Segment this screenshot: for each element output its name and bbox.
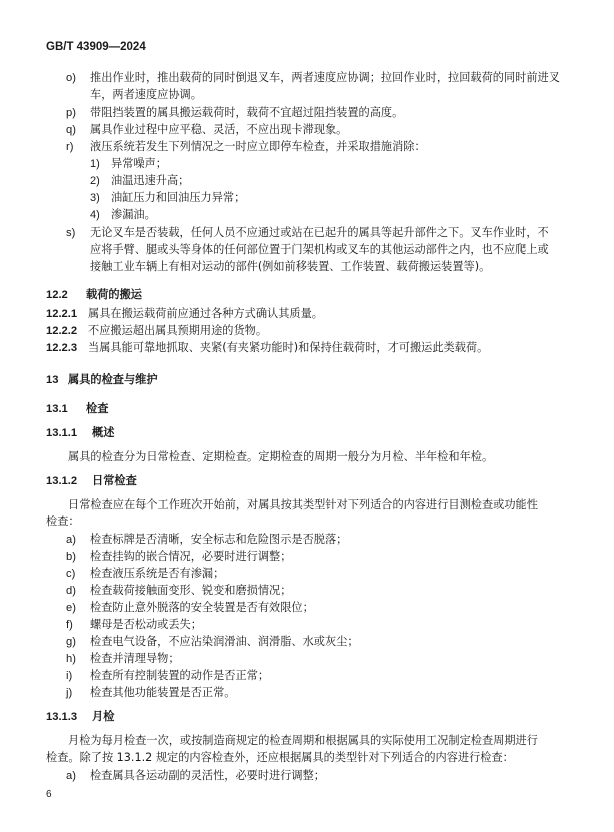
subsection-title: 概述 [92,426,115,439]
clause-text: 属具在搬运载荷前应通过各种方式确认其质量。 [88,307,323,320]
list-item-text: 检查其他功能装置是否正常。 [90,686,236,699]
list-item-text: 螺母是否松动或丢失； [90,618,202,631]
list-item-text: 属具作业过程中应平稳、灵活，不应出现卡滞现象。 [90,123,348,136]
list-item-text: 无论叉车是否装载，任何人员不应通过或站在已起升的属具等起升部件之下。叉车作业时，不 [90,226,549,239]
standard-code: GB/T 43909—2024 [46,41,146,53]
paragraph-text: 检查。除了按 13.1.2 规定的内容检查外，还应根据属具的类型针对下列适合的内容进行检查： [46,751,514,764]
subsection-title: 月检 [92,710,115,723]
list-item-text: 检查标牌是否清晰，安全标志和危险图示是否脱落； [90,533,348,546]
sublist-item-text: 油缸压力和回油压力异常； [111,191,246,204]
section-number: 12.2 [46,289,68,301]
list-marker: r) [66,141,74,153]
list-item-text: 推出作业时，推出载荷的同时倒退叉车，两者速度应协调；拉回作业时，拉回载荷的同时前进叉 [90,71,560,84]
list-marker: o) [66,72,76,84]
list-marker: h) [66,653,76,665]
paragraph-text: 月检为每月检查一次，或按制造商规定的检查周期和根据属具的实际使用工况制定检查周期进行 [68,734,538,747]
list-item-text: 应将手臂、腿或头等身体的任何部位置于门架机构或叉车的其他运动部件之内，也不应爬上或 [90,243,549,256]
sublist-marker: 2) [90,175,100,187]
list-marker: g) [66,636,76,648]
list-marker: d) [66,585,76,597]
clause-number: 12.2.1 [46,308,78,320]
sublist-marker: 1) [90,158,100,170]
subsection-title: 日常检查 [92,474,137,487]
clause-number: 12.2.3 [46,342,78,354]
list-marker: e) [66,602,76,614]
clause-text: 不应搬运超出属具预期用途的货物。 [88,324,268,337]
list-item-text: 检查所有控制装置的动作是否正常； [90,669,270,682]
list-item-text: 检查电气设备，不应沾染润滑油、润滑脂、水或灰尘； [90,635,359,648]
list-item-text: 带阻挡装置的属具搬运载荷时，载荷不宜超过阻挡装置的高度。 [90,106,404,119]
list-marker: a) [66,770,76,782]
section-title: 检查 [86,402,109,415]
subsection-number: 13.1.3 [46,711,78,723]
sublist-item-text: 油温迅速升高； [111,174,190,187]
list-item-text: 检查属具各运动副的灵活性，必要时进行调整； [90,769,325,782]
sublist-item-text: 渗漏油。 [111,208,156,221]
list-item-text: 检查防止意外脱落的安全装置是否有效限位； [90,601,314,614]
sublist-marker: 4) [90,209,100,221]
list-item-text: 车，两者速度应协调。 [90,88,202,101]
paragraph-text: 日常检查应在每个工作班次开始前，对属具按其类型针对下列适合的内容进行目测检查或功能性 [68,498,538,511]
chapter-number: 13 [46,374,59,386]
list-item-text: 检查载荷接触面变形、锐变和磨损情况； [90,584,292,597]
subsection-number: 13.1.1 [46,427,78,439]
list-marker: j) [66,687,73,699]
subsection-number: 13.1.2 [46,475,78,487]
list-marker: a) [66,534,76,546]
list-marker: b) [66,551,76,563]
paragraph-text: 属具的检查分为日常检查、定期检查。定期检查的周期一般分为月检、半年检和年检。 [68,450,494,463]
list-item-text: 检查挂钩的嵌合情况，必要时进行调整； [90,550,292,563]
chapter-title: 属具的检查与维护 [68,373,158,386]
list-marker: c) [66,568,76,580]
list-item-text: 检查液压系统是否有渗漏； [90,567,225,580]
section-title: 载荷的搬运 [86,288,142,301]
sublist-item-text: 异常噪声； [111,157,167,170]
list-marker: q) [66,124,76,136]
section-number: 13.1 [46,403,68,415]
list-marker: p) [66,107,76,119]
list-marker: i) [66,670,73,682]
clause-number: 12.2.2 [46,325,78,337]
paragraph-text: 检查： [46,515,80,528]
page-number: 6 [46,789,52,800]
list-item-text: 液压系统若发生下列情况之一时应立即停车检查，并采取措施消除： [90,140,426,153]
list-item-text: 检查并清理导物； [90,652,180,665]
list-marker: f) [66,619,73,631]
list-marker: s) [66,227,76,239]
clause-text: 当属具能可靠地抓取、夹紧(有夹紧功能时)和保持住载荷时，才可搬运此类载荷。 [88,341,489,354]
sublist-marker: 3) [90,192,100,204]
list-item-text: 接触工业车辆上有相对运动的部件(例如前移装置、工作装置、载荷搬运装置等)。 [90,260,491,273]
